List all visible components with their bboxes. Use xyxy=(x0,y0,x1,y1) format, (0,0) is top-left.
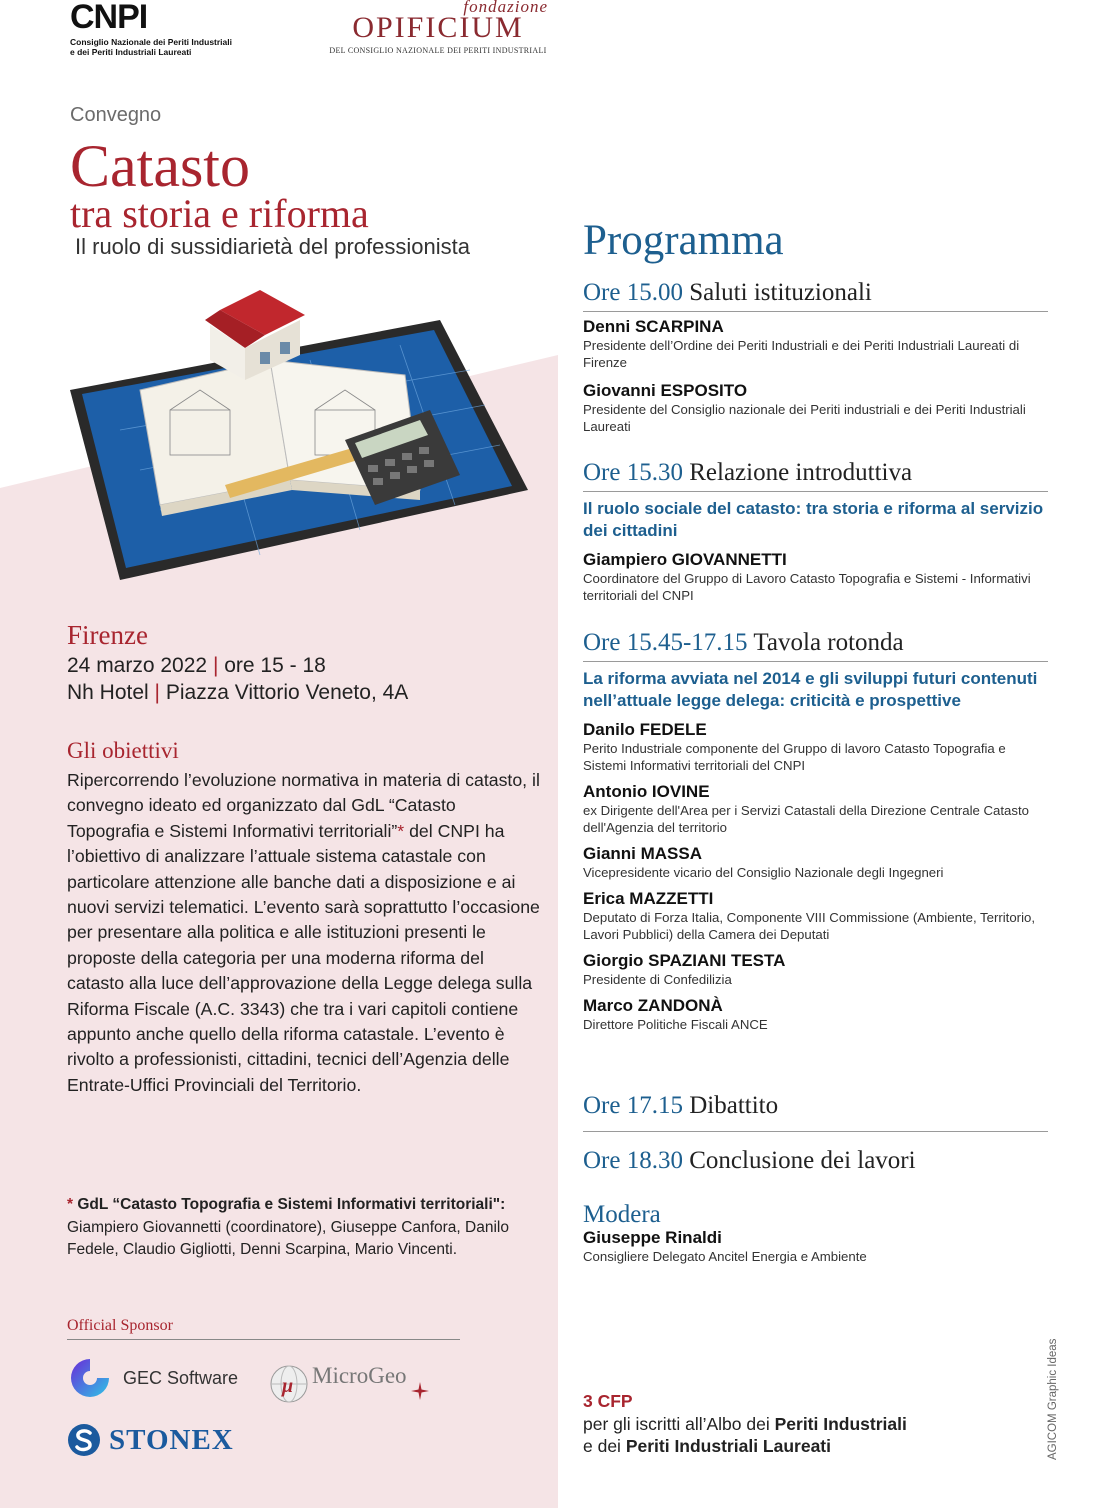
moderator-heading: Modera xyxy=(583,1201,661,1228)
cnpi-logo-line2: e dei Periti Industriali Laureati xyxy=(70,47,192,57)
section-label: Tavola rotonda xyxy=(753,629,904,656)
speaker-role: Coordinatore del Gruppo di Lavoro Catasto Topografia e Sistemi - Informativi territoriali del CNPI xyxy=(583,571,1031,603)
microgeo-logo xyxy=(268,1362,429,1406)
speaker xyxy=(583,996,1048,1033)
graphic-credit: AGICOM Graphic Ideas xyxy=(1047,1338,1059,1460)
cfp-line2-bold: Periti Industriali Laureati xyxy=(625,1436,832,1456)
separator: | xyxy=(154,681,161,704)
event-kind: Convegno xyxy=(70,104,162,126)
speaker xyxy=(583,951,1048,988)
section-time: Ore 15.45-17.15 xyxy=(583,629,748,656)
gec-software-logo xyxy=(67,1356,238,1400)
section-time: Ore 15.30 xyxy=(583,459,683,486)
section-time: Ore 17.15 xyxy=(583,1092,683,1119)
microgeo-logo-text: MicroGeo xyxy=(312,1363,407,1388)
opificium-logo-small: fondazione xyxy=(463,0,548,16)
event-title: Catasto xyxy=(70,133,250,199)
event-subtitle: tra storia e riforma xyxy=(70,191,369,236)
event-hours: ore 15 - 18 xyxy=(224,654,326,677)
svg-text:μ: μ xyxy=(282,1375,294,1397)
speaker-role: Deputato di Forza Italia, Componente VIII Commissione (Ambiente, Territorio, Lavori Pubblici) della Camera dei Deputati xyxy=(583,910,1035,942)
objectives-text xyxy=(67,768,542,1098)
speaker xyxy=(583,317,1048,371)
speaker-name: Gianni MASSA xyxy=(583,844,703,863)
cfp-block xyxy=(583,1390,907,1458)
separator: | xyxy=(212,654,219,677)
moderator-section xyxy=(583,1200,1048,1265)
section-label: Relazione introduttiva xyxy=(689,459,913,486)
objectives-heading: Gli obiettivi xyxy=(67,738,179,763)
speaker xyxy=(583,381,1048,435)
microgeo-globe-icon xyxy=(268,1363,310,1405)
event-when xyxy=(67,652,408,706)
section-time: Ore 15.00 xyxy=(583,279,683,306)
speaker xyxy=(583,889,1048,943)
section-title xyxy=(583,278,1048,312)
section-topic: Il ruolo sociale del catasto: tra storia e riforma al servizio dei cittadini xyxy=(583,499,1044,540)
section-label: Saluti istituzionali xyxy=(689,279,872,306)
section-label: Dibattito xyxy=(689,1092,779,1119)
moderator-role: Consigliere Delegato Ancitel Energia e Ambiente xyxy=(583,1249,867,1264)
program-section-4 xyxy=(583,1091,1048,1132)
speaker-role: Presidente del Consiglio nazionale dei Periti industriali e dei Periti Industriali Laureati xyxy=(583,402,1026,434)
speaker-name: Erica MAZZETTI xyxy=(583,889,714,908)
speaker-name: Giampiero GIOVANNETTI xyxy=(583,550,787,569)
cnpi-logo-line1: Consiglio Nazionale dei Periti Industriali xyxy=(70,37,232,47)
speaker xyxy=(583,844,1048,881)
program-heading: Programma xyxy=(583,217,784,264)
cfp-title: 3 CFP xyxy=(583,1391,633,1411)
speaker xyxy=(583,782,1048,836)
stonex-logo-text: STONEX xyxy=(109,1423,234,1456)
cfp-line1 xyxy=(583,1413,907,1436)
section-title xyxy=(583,1146,1048,1179)
catasto-illustration xyxy=(60,280,530,600)
gdl-note xyxy=(67,1194,537,1262)
gec-logo-text: GEC Software xyxy=(123,1367,239,1388)
speaker xyxy=(583,720,1048,774)
opificium-logo xyxy=(318,0,558,60)
section-title xyxy=(583,1091,1048,1132)
program-section-5 xyxy=(583,1146,1048,1179)
speaker-role: Presidente di Confedilizia xyxy=(583,972,732,987)
cfp-line1-plain: per gli iscritti all’Albo dei xyxy=(583,1413,775,1434)
cnpi-logo-mark: CNPI xyxy=(70,0,148,36)
section-title xyxy=(583,458,1048,492)
speaker-name: Danilo FEDELE xyxy=(583,720,707,739)
program-section-3 xyxy=(583,628,1048,1033)
moderator-name: Giuseppe Rinaldi xyxy=(583,1228,722,1247)
sponsor-heading: Official Sponsor xyxy=(67,1317,173,1334)
section-title xyxy=(583,628,1048,662)
event-date: 24 marzo 2022 xyxy=(67,654,208,677)
speaker-name: Giovanni ESPOSITO xyxy=(583,381,748,400)
cfp-line2-plain: e dei xyxy=(583,1436,626,1456)
speaker-role: ex Dirigente dell'Area per i Servizi Catastali della Direzione Centrale Catasto dell'Agenzia del territorio xyxy=(583,803,1029,835)
event-tagline: Il ruolo di sussidiarietà del professionista xyxy=(75,234,470,259)
event-date-line xyxy=(67,652,408,679)
event-venue-line xyxy=(67,679,408,706)
speaker-name: Antonio IOVINE xyxy=(583,782,710,801)
cnpi-logo xyxy=(70,0,260,60)
speaker-role: Direttore Politiche Fiscali ANCE xyxy=(583,1017,768,1032)
gdl-asterisk: * xyxy=(67,1196,74,1213)
objectives-text-before: Ripercorrendo l’evoluzione normativa in materia di catasto, il convegno ideato ed organizzato dal GdL “Catasto Topografia e Sistemi Informativi territoriali” xyxy=(67,770,540,841)
opificium-logo-sub: DEL CONSIGLIO NAZIONALE DEI PERITI INDUSTRIALI xyxy=(329,46,547,55)
star-icon xyxy=(411,1382,429,1400)
gdl-title: GdL “Catasto Topografia e Sistemi Informativi territoriali": xyxy=(77,1196,506,1213)
objectives-text-after: del CNPI ha l’obiettivo di analizzare l’attuale sistema catastale con particolare attenzione alle banche dati a disposizione e ai nuovi servizi telematici. L’evento sarà soprattutto l’occasione per presentare alla politica e alle istituzioni presenti le proposte della categoria per una moderna riforma del catasto alla luce dell’approvazione della Legge delega sulla Riforma Fiscale (A.C. 3343) che tra i vari capitoli contiene appunto anche quello della riforma catastale. L’evento è rivolto a professionisti, cittadini, tecnici dell’Agenzia delle Entrate-Uffici Provinciali del Territorio. xyxy=(67,820,540,1095)
speaker-role: Perito Industriale componente del Gruppo di lavoro Catasto Topografia e Sistemi Informativi territoriali del CNPI xyxy=(583,741,1006,773)
event-venue: Nh Hotel xyxy=(67,681,149,704)
program-section-2 xyxy=(583,458,1048,604)
event-city: Firenze xyxy=(67,620,148,650)
cfp-line2 xyxy=(583,1435,907,1458)
speaker-role: Presidente dell’Ordine dei Periti Industriali e dei Periti Industriali Laureati di Firenze xyxy=(583,338,1020,370)
speaker-name: Giorgio SPAZIANI TESTA xyxy=(583,951,786,970)
speaker-name: Denni SCARPINA xyxy=(583,317,724,336)
gdl-members: Giampiero Giovannetti (coordinatore), Giuseppe Canfora, Danilo Fedele, Claudio Gigliotti, Denni Scarpina, Mario Vincenti. xyxy=(67,1218,509,1258)
gec-logo-icon xyxy=(67,1355,113,1401)
objectives-asterisk: * xyxy=(397,820,405,841)
event-address: Piazza Vittorio Veneto, 4A xyxy=(165,681,409,704)
sponsor-divider xyxy=(67,1339,460,1340)
speaker-name: Marco ZANDONÀ xyxy=(583,996,723,1015)
stonex-logo xyxy=(67,1420,234,1460)
program-section-1 xyxy=(583,278,1048,435)
speaker xyxy=(583,550,1048,604)
speaker-role: Vicepresidente vicario del Consiglio Nazionale degli Ingegneri xyxy=(583,865,944,880)
stonex-logo-icon xyxy=(67,1423,101,1457)
cfp-line1-bold: Periti Industriali xyxy=(774,1413,907,1434)
section-time: Ore 18.30 xyxy=(583,1147,683,1174)
opificium-logo-big: OPIFICIUM xyxy=(352,11,524,44)
section-label: Conclusione dei lavori xyxy=(689,1147,916,1174)
section-topic: La riforma avviata nel 2014 e gli sviluppi futuri contenuti nell’attuale legge delega: criticità e prospettive xyxy=(583,669,1038,710)
